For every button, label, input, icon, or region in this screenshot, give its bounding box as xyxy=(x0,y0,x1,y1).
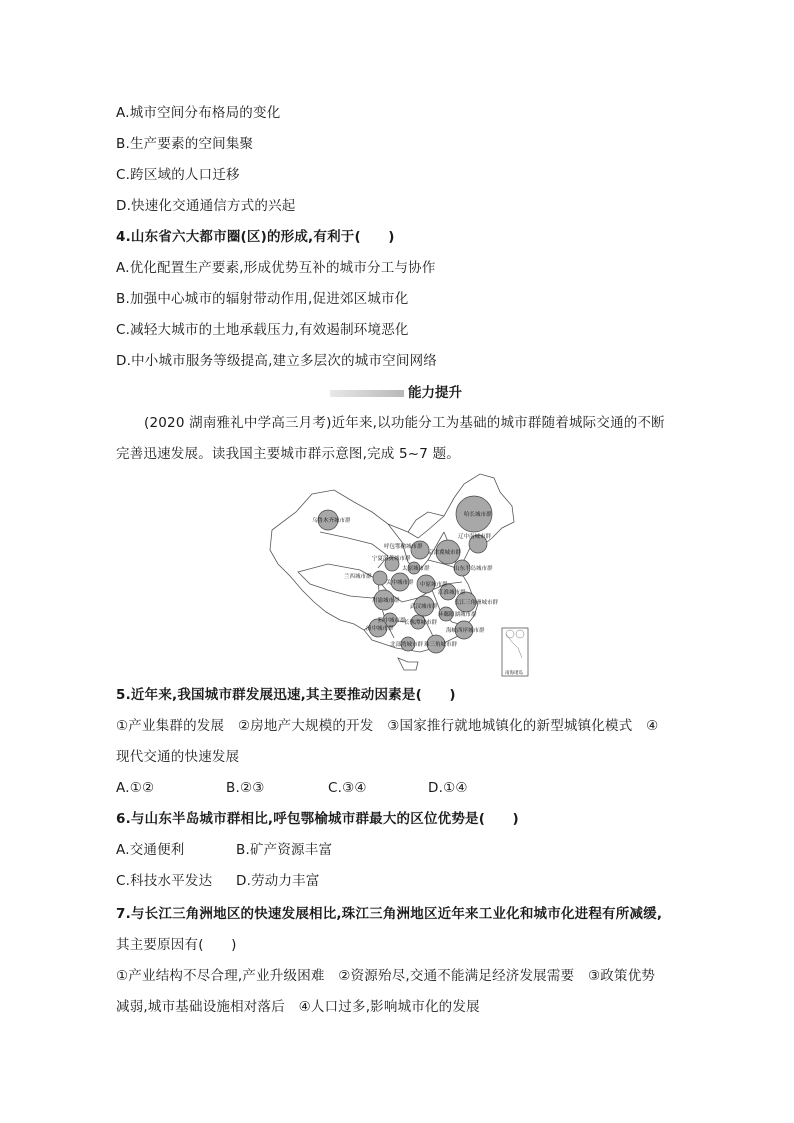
q5-option-c: C.③④ xyxy=(328,780,367,796)
south-china-sea-inset xyxy=(502,628,528,676)
q5-option-d: D.①④ xyxy=(428,780,468,796)
q4-option-c: C.减轻大城市的土地承载压力,有效遏制环境恶化 xyxy=(116,322,409,338)
label-hachang: 哈长城市群 xyxy=(464,512,492,518)
section-header xyxy=(330,384,470,402)
q6-options-row-2 xyxy=(116,872,320,890)
label-huhe: 呼包鄂榆城市群 xyxy=(384,544,423,550)
label-shandong: 山东半岛城市群 xyxy=(454,566,493,572)
q5-options xyxy=(116,779,468,797)
intro-line-1: (2020 湖南雅礼中学高三月考)近年来,以功能分工为基础的城市群随着城际交通的不断 xyxy=(144,415,665,431)
q6-option-c: C.科技水平发达 xyxy=(116,873,213,889)
label-poyang: 环鄱阳湖城市群 xyxy=(438,612,477,618)
q7-stem-line-1: 7.与长江三角洲地区的快速发展相比,珠江三角洲地区近年来工业化和城市化进程有所减缓, xyxy=(116,906,663,922)
q5-items-line-1: ①产业集群的发展 ②房地产大规模的开发 ③国家推行就地城镇化的新型城镇化模式 ④ xyxy=(116,718,659,734)
q4-option-a: A.优化配置生产要素,形成优势互补的城市分工与协作 xyxy=(116,260,436,276)
q6-stem: 6.与山东半岛城市群相比,呼包鄂榆城市群最大的区位优势是( ) xyxy=(116,811,519,827)
label-guanzhong: 关中城市群 xyxy=(386,580,414,586)
label-jianghuai: 江淮城市群 xyxy=(438,590,466,596)
q5-option-b: B.②③ xyxy=(226,780,265,796)
prev-option-b: B.生产要素的空间集聚 xyxy=(116,136,254,152)
label-lanxi: 兰西城市群 xyxy=(344,574,372,580)
q4-stem: 4.山东省六大都市圈(区)的形成,有利于( ) xyxy=(116,229,395,245)
q6-option-a: A.交通便利 xyxy=(116,842,185,858)
cluster-labels xyxy=(312,510,523,676)
label-liaozhongnan: 辽中南城市群 xyxy=(458,534,492,540)
prev-option-d: D.快速化交通通信方式的兴起 xyxy=(116,198,296,214)
label-dianzhong: 滇中城市群 xyxy=(366,626,394,632)
label-haixia: 海峡西岸城市群 xyxy=(446,628,485,634)
label-taiyuan: 太原城市群 xyxy=(402,566,430,572)
section-title: 能力提升 xyxy=(408,385,462,401)
prev-option-a: A.城市空间分布格局的变化 xyxy=(116,105,281,121)
label-zhujiang: 珠三角城市群 xyxy=(424,642,458,648)
china-city-clusters-map xyxy=(268,472,532,680)
label-zhongyuan: 中原城市群 xyxy=(420,582,448,588)
q5-items-line-2: 现代交通的快速发展 xyxy=(116,749,240,765)
intro-line-2: 完善迅速发展。读我国主要城市群示意图,完成 5~7 题。 xyxy=(116,446,460,462)
label-ningxia: 宁夏沿黄城市群 xyxy=(372,556,411,562)
label-changjiang: 长江三角洲城市群 xyxy=(454,600,499,606)
q6-options-row-1 xyxy=(116,841,332,859)
section-decor-bar xyxy=(330,390,404,397)
q6-option-d: D.劳动力丰富 xyxy=(236,873,320,889)
label-beibuwan: 北部湾城市群 xyxy=(390,642,424,648)
q5-option-a: A.①② xyxy=(116,780,155,796)
label-chengyu: 川渝城市群 xyxy=(372,598,400,604)
label-qianzhong: 黔中城市群 xyxy=(378,618,406,624)
q5-stem: 5.近年来,我国城市群发展迅速,其主要推动因素是( ) xyxy=(116,687,456,703)
label-nanhai: 南海诸岛 xyxy=(505,671,523,676)
label-jingjinji: 京津冀城市群 xyxy=(428,550,462,556)
map-svg xyxy=(268,472,532,680)
q6-option-b: B.矿产资源丰富 xyxy=(236,842,333,858)
label-changzhutan: 长株潭城市群 xyxy=(404,620,438,626)
prev-option-c: C.跨区域的人口迁移 xyxy=(116,167,240,183)
q7-items-line-1: ①产业结构不尽合理,产业升级困难 ②资源殆尽,交通不能满足经济发展需要 ③政策优势 xyxy=(116,968,656,984)
label-wulumuqi: 乌鲁木齐城市群 xyxy=(312,518,351,524)
q4-option-b: B.加强中心城市的辐射带动作用,促进郊区城市化 xyxy=(116,291,409,307)
label-wuhan: 武汉城市群 xyxy=(410,604,438,610)
q7-stem-line-2: 其主要原因有( ) xyxy=(116,937,237,953)
q7-items-line-2: 减弱,城市基础设施相对落后 ④人口过多,影响城市化的发展 xyxy=(116,999,480,1015)
cluster-lanxi-circle xyxy=(373,571,387,585)
q4-option-d: D.中小城市服务等级提高,建立多层次的城市空间网络 xyxy=(116,353,437,369)
